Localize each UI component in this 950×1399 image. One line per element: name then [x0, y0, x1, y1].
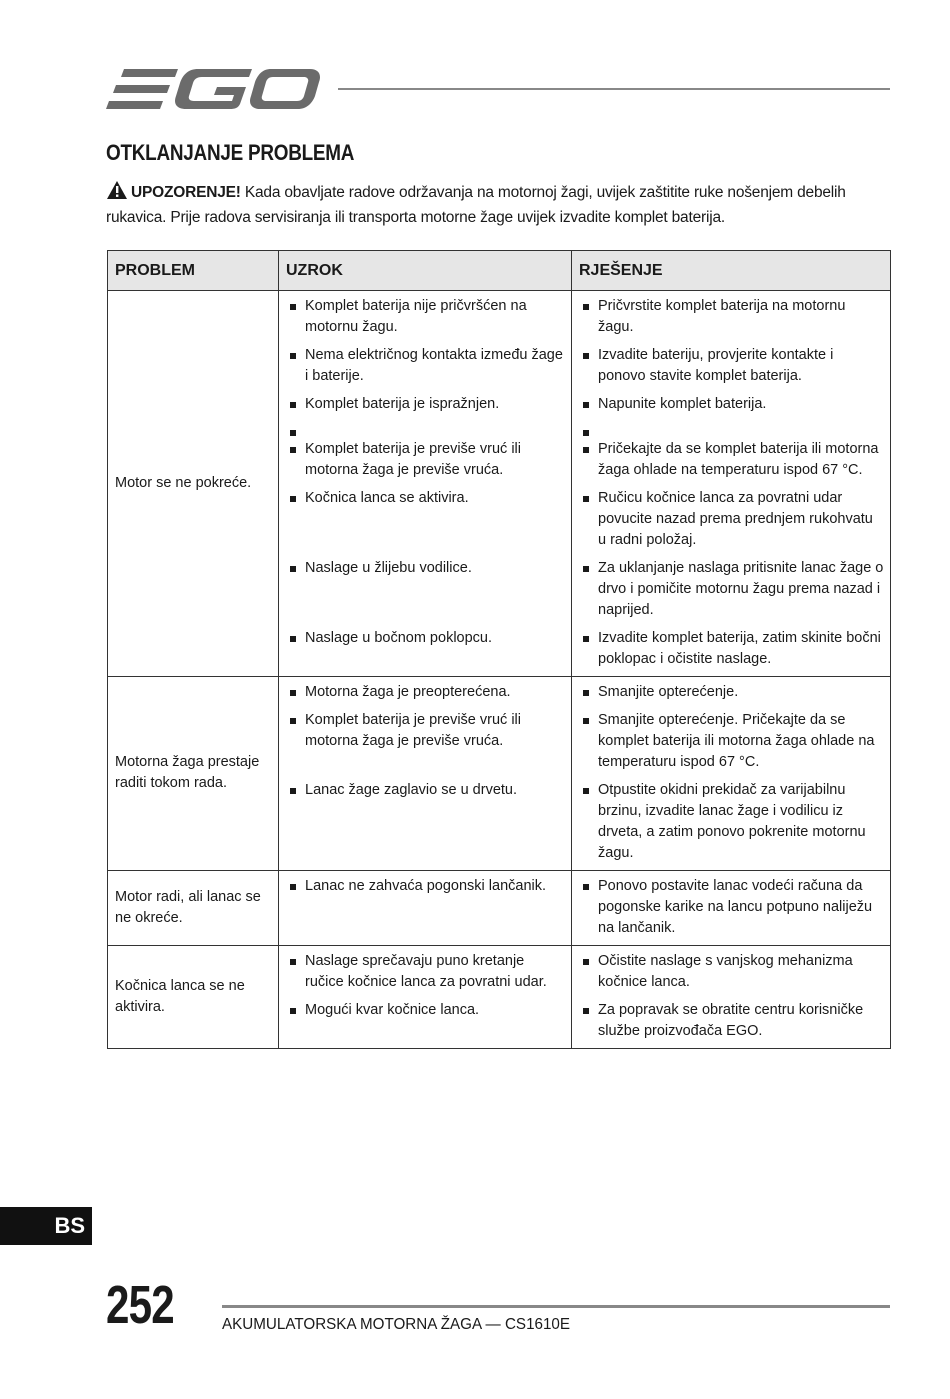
table-header-row	[108, 251, 891, 291]
cause-item: Motorna žaga je preopterećena.	[287, 682, 565, 703]
spacer	[287, 422, 565, 432]
solution-item: Izvadite komplet baterija, zatim skinite bočni poklopac i očistite naslage.	[580, 628, 884, 670]
ego-logo	[106, 64, 320, 114]
solution-item: Otpustite okidni prekidač za varijabilnu brzinu, izvadite lanac žage i vodilicu iz drveta, a zatim ponovo pokrenite motornu žagu.	[580, 780, 884, 864]
section-title: OTKLANJANJE PROBLEMA	[106, 140, 355, 165]
problem-cell: Motorna žaga prestaje raditi tokom rada.	[108, 677, 279, 871]
problem-cell: Motor radi, ali lanac se ne okreće.	[108, 871, 279, 946]
cause-item: Lanac ne zahvaća pogonski lančanik.	[287, 876, 565, 897]
table-row	[108, 291, 891, 677]
cause-item: Nema električnog kontakta između žage i baterije.	[287, 345, 565, 387]
warning-text: Kada obavljate radove održavanja na motornoj žagi, uvijek zaštitite ruke nošenjem debelih rukavica. Prije radova servisiranja ili transporta motorne žage uvijek izvadite komplet baterija.	[106, 184, 846, 226]
cause-cell	[279, 291, 572, 677]
cause-cell	[279, 677, 572, 871]
problem-cell: Kočnica lanca se ne aktivira.	[108, 946, 279, 1049]
cause-item: Kočnica lanca se aktivira.	[287, 488, 565, 551]
solution-cell	[572, 946, 891, 1049]
table-row	[108, 946, 891, 1049]
document-title: AKUMULATORSKA MOTORNA ŽAGA — CS1610E	[222, 1316, 571, 1333]
table-row	[108, 677, 891, 871]
solution-item: Smanjite opterećenje. Pričekajte da se komplet baterija ili motorna žaga ohlade na temperaturu ispod 67 °C.	[580, 710, 884, 773]
language-tab: BS	[0, 1207, 92, 1245]
solution-cell	[572, 291, 891, 677]
solution-item: Smanjite opterećenje.	[580, 682, 884, 703]
footer-rule	[222, 1305, 890, 1308]
warning-label: UPOZORENJE!	[131, 184, 241, 201]
warning-paragraph	[106, 180, 896, 229]
ego-logo-graphic	[106, 64, 320, 114]
cause-item: Naslage u bočnom poklopcu.	[287, 628, 565, 670]
solution-item: Izvadite bateriju, provjerite kontakte i ponovo stavite komplet baterija.	[580, 345, 884, 387]
cause-item: Naslage sprečavaju puno kretanje ručice kočnice lanca za povratni udar.	[287, 951, 565, 993]
solution-item: Pričekajte da se komplet baterija ili motorna žaga ohlade na temperaturu ispod 67 °C.	[580, 439, 884, 481]
cause-item: Mogući kvar kočnice lanca.	[287, 1000, 565, 1021]
cause-cell	[279, 946, 572, 1049]
troubleshooting-table	[107, 250, 891, 1049]
warning-triangle-icon	[106, 180, 128, 207]
cause-item: Naslage u žlijebu vodilice.	[287, 558, 565, 621]
table-row	[108, 871, 891, 946]
solution-item: Pričvrstite komplet baterija na motornu žagu.	[580, 296, 884, 338]
solution-item: Za uklanjanje naslaga pritisnite lanac žage o drvo i pomičite motornu žagu prema nazad i naprijed.	[580, 558, 884, 621]
cause-item: Komplet baterija je ispražnjen.	[287, 394, 565, 415]
solution-item: Očistite naslage s vanjskog mehanizma kočnice lanca.	[580, 951, 884, 993]
header-problem: PROBLEM	[108, 251, 279, 291]
solution-item: Ponovo postavite lanac vodeći računa da pogonske karike na lancu potpuno naliježu na lančanik.	[580, 876, 884, 939]
header-rule	[338, 88, 890, 90]
cause-item: Komplet baterija je previše vruć ili motorna žaga je previše vruća.	[287, 439, 565, 481]
solution-cell	[572, 677, 891, 871]
solution-item: Ručicu kočnice lanca za povratni udar povucite nazad prema prednjem rukohvatu u radni položaj.	[580, 488, 884, 551]
cause-item: Komplet baterija je previše vruć ili motorna žaga je previše vruća.	[287, 710, 565, 773]
solution-item: Napunite komplet baterija.	[580, 394, 884, 415]
solution-cell	[572, 871, 891, 946]
cause-cell	[279, 871, 572, 946]
solution-item: Za popravak se obratite centru korisničke službe proizvođača EGO.	[580, 1000, 884, 1042]
header-solution: RJEŠENJE	[572, 251, 891, 291]
cause-item: Lanac žage zaglavio se u drvetu.	[287, 780, 565, 801]
page-number: 252	[106, 1275, 174, 1335]
cause-item: Komplet baterija nije pričvršćen na motornu žagu.	[287, 296, 565, 338]
problem-cell: Motor se ne pokreće.	[108, 291, 279, 677]
header-cause: UZROK	[279, 251, 572, 291]
spacer	[580, 422, 884, 432]
